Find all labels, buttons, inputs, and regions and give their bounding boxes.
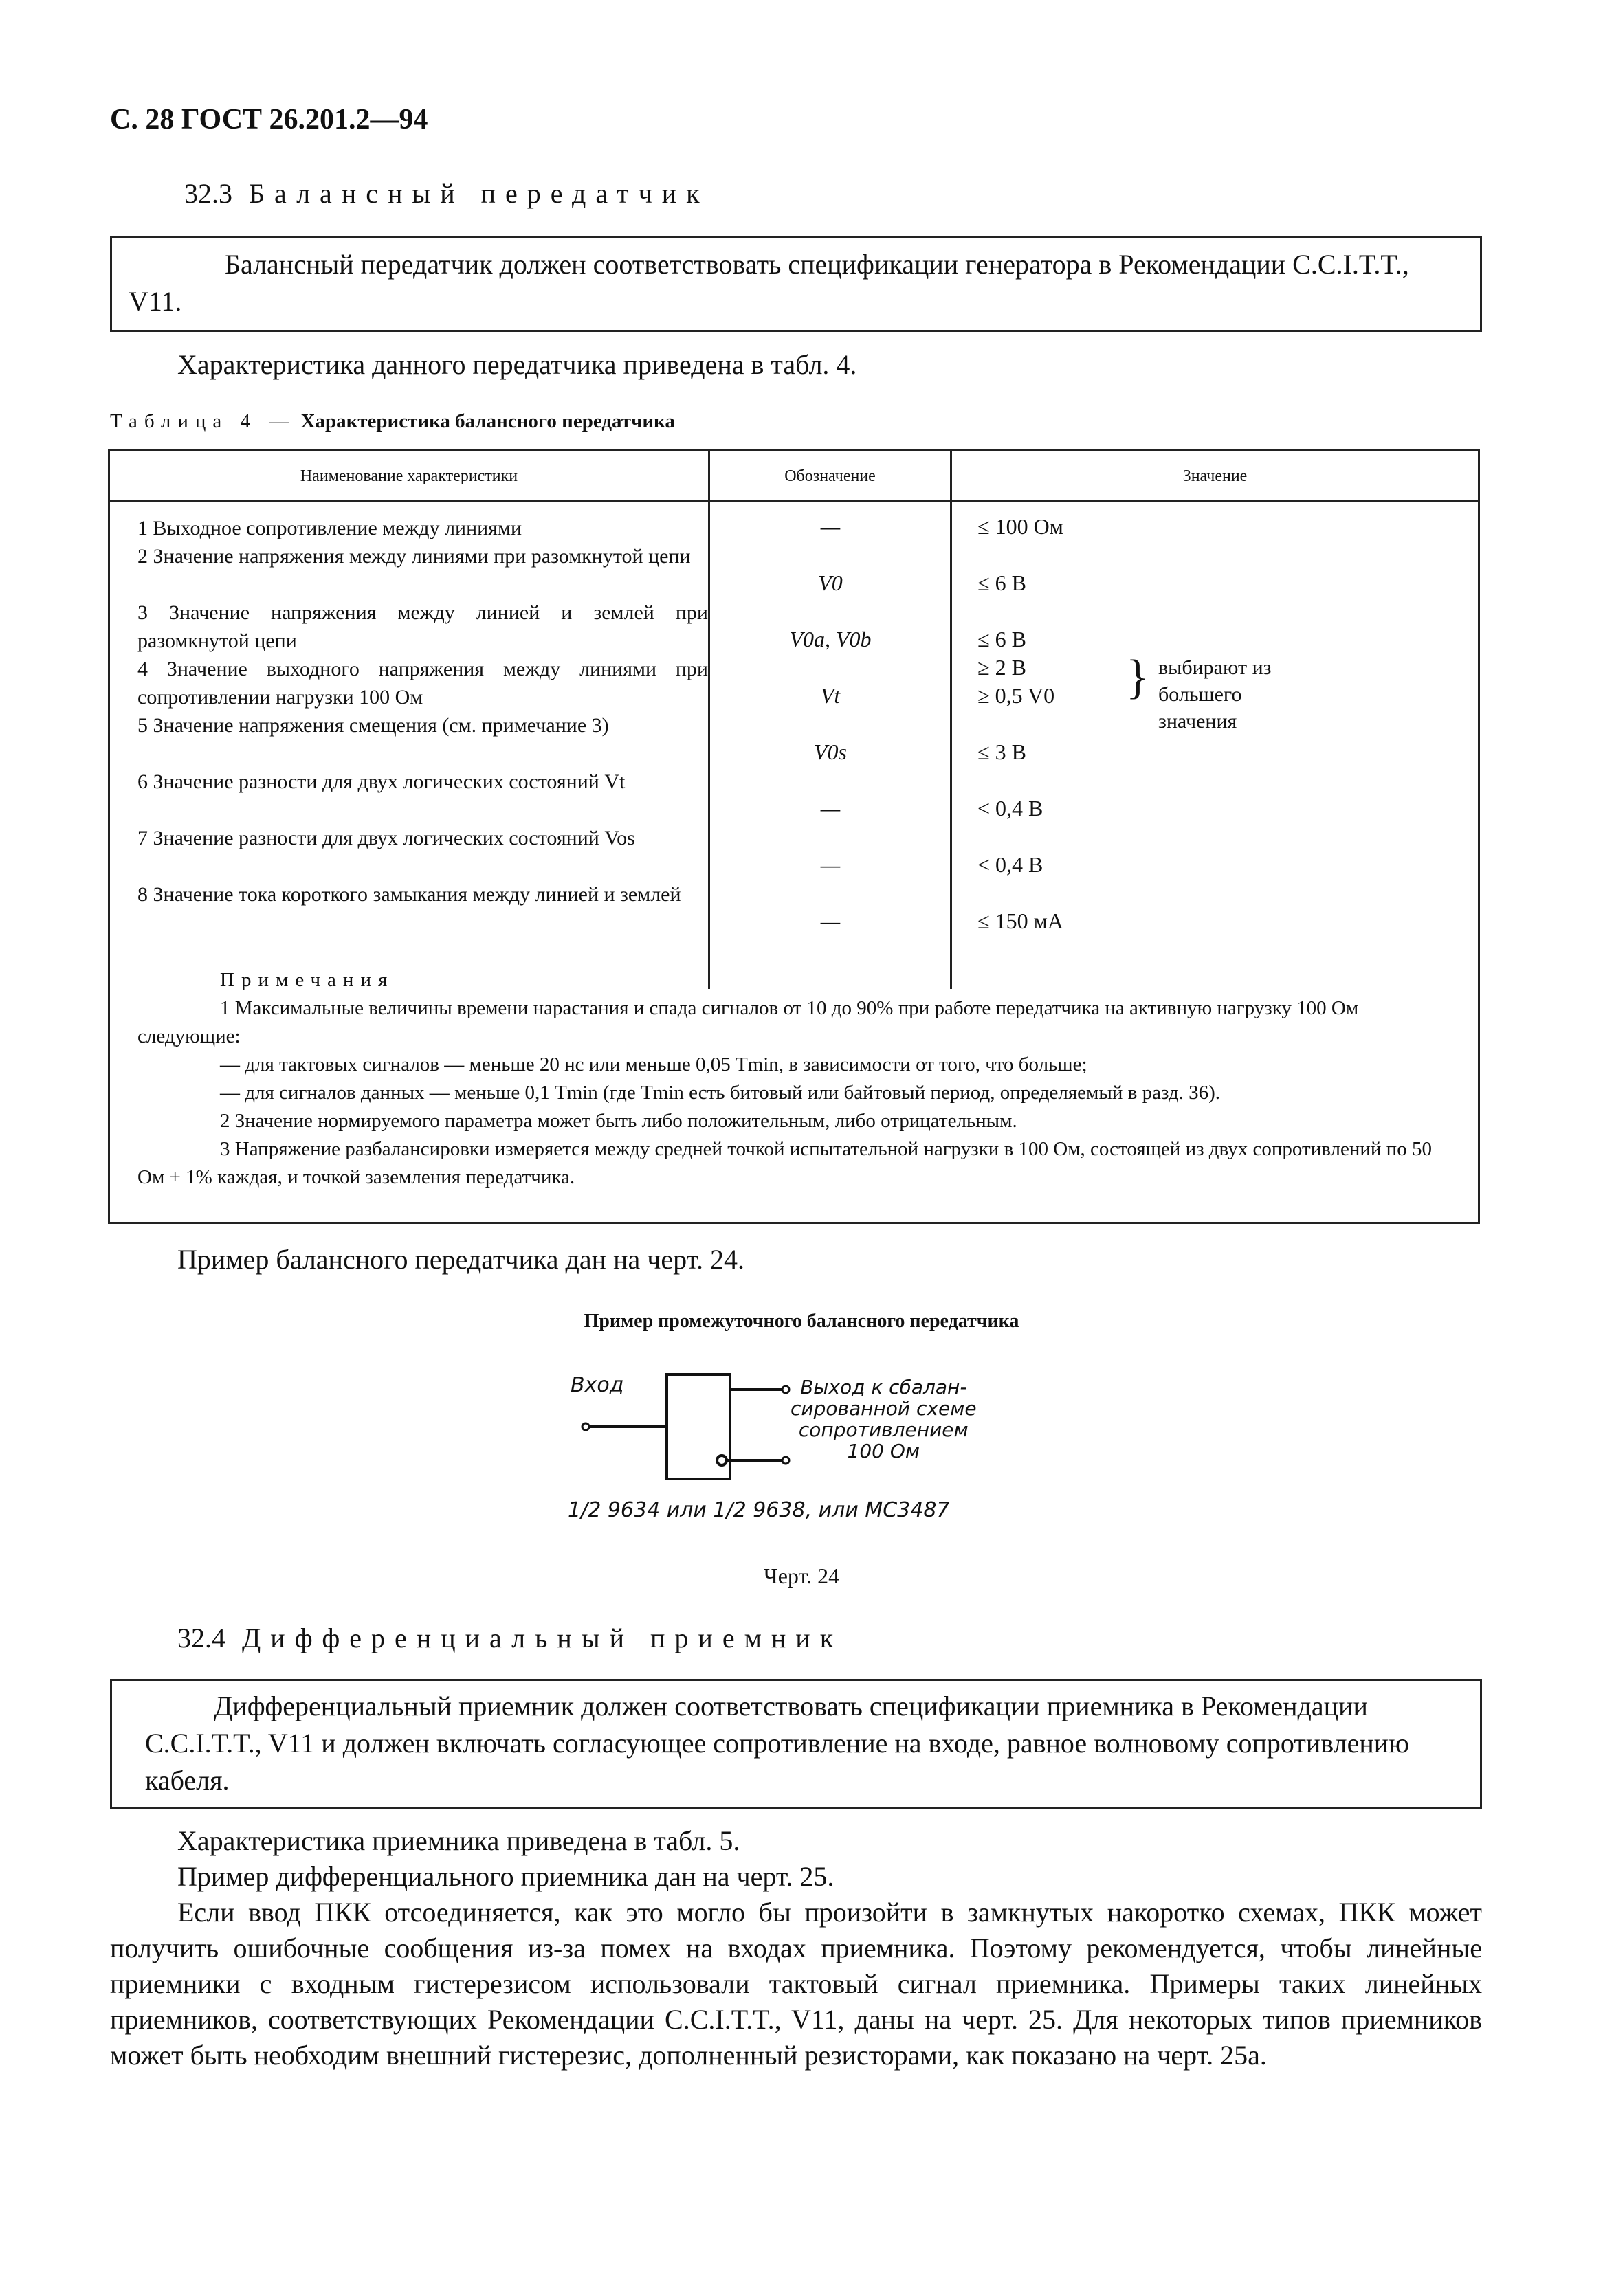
- output-label: [791, 1377, 977, 1462]
- output-label-line: Выход к сбалан-: [800, 1376, 967, 1398]
- table-symbol: —: [820, 514, 841, 539]
- body-paragraph: Характеристика приемника приведена в табл. 5.: [177, 1825, 740, 1856]
- table-value: < 0,4 В: [977, 796, 1043, 821]
- column-header-name: Наименование характеристики: [300, 467, 518, 485]
- table-value: ≤ 100 Ом: [977, 514, 1063, 539]
- table-caption: [110, 410, 675, 433]
- requirement-box: [110, 236, 1482, 332]
- output-terminal-icon: [782, 1457, 789, 1464]
- section-32-3-heading: [184, 177, 709, 210]
- table-symbol: V0a, V0b: [789, 627, 872, 651]
- section-32-4-heading: [177, 1622, 843, 1654]
- requirement-text: Балансный передатчик должен соответствовать спецификации генератора в Рекомендации C.C.I.T.T., V11.: [129, 249, 1409, 317]
- column-header-symbol: Обозначение: [784, 467, 876, 485]
- input-label: Вход: [571, 1373, 624, 1397]
- table-symbol: V0s: [814, 739, 847, 764]
- body-paragraph: Пример дифференциального приемника дан на черт. 25.: [177, 1861, 834, 1892]
- section-title: Балансный передатчик: [249, 178, 709, 209]
- note-item: 1 Максимальные величины времени нарастания и спада сигналов от 10 до 90% при работе передатчика на активную нагрузку 100 Ом следующие:: [137, 997, 1359, 1047]
- table-symbol: —: [820, 796, 841, 821]
- value-note: выбирают из большего значения: [1158, 656, 1272, 733]
- body-paragraphs: [110, 1823, 1482, 2073]
- note-item: — для сигналов данных — меньше 0,1 Tmin (где Tmin есть битовый или байтовый период, определяемый в разд. 36).: [220, 1082, 1221, 1104]
- table-value: ≤ 150 мА: [977, 909, 1063, 933]
- page-header: С. 28 ГОСТ 26.201.2—94: [110, 104, 428, 135]
- transmitter-block: [667, 1374, 730, 1479]
- table-symbol: —: [820, 852, 841, 877]
- body-paragraph: Если ввод ПКК отсоединяется, как это могло бы произойти в замкнутых накоротко схемах, ПКК может получить ошибочные сообщения из-за помех на входах приемника. Поэтому рекомендуется, чтобы линейные приемники с входным гистерезисом использовали тактовый сигнал приемника. Примеры таких линейных приемников, соответствующих Рекомендации C.C.I.T.T., V11, даны на черт. 25. Для некоторых типов приемников может быть необходим внешний гистерезис, дополненный резисторами, как показано на черт. 25а.: [110, 1897, 1482, 2071]
- table-symbol: V0: [818, 570, 843, 595]
- output-terminal-icon: [782, 1386, 789, 1393]
- brace-icon: }: [1126, 651, 1149, 704]
- table-row-label: 7 Значение разности для двух логических состояний Vos: [137, 827, 635, 849]
- figure-title: Пример промежуточного балансного передатчика: [584, 1311, 1019, 1332]
- table-caption-title: Характеристика балансного передатчика: [300, 410, 675, 432]
- chip-label: 1/2 9634 или 1/2 9638, или МС3487: [568, 1498, 950, 1522]
- table-value: ≥ 0,5 V0: [977, 683, 1055, 708]
- table-value: ≤ 3 В: [977, 739, 1026, 764]
- requirement-text: Дифференциальный приемник должен соответствовать спецификации приемника в Рекомендации C.C.I.T.T., V11 и должен включать согласующее сопротивление на входе, равное волновому сопротивлению кабеля.: [145, 1691, 1410, 1796]
- table-value: < 0,4 В: [977, 852, 1043, 877]
- table-notes: [137, 966, 1457, 1192]
- output-label-line: сированной схеме: [791, 1397, 977, 1420]
- note-item: 2 Значение нормируемого параметра может быть либо положительным, либо отрицательным.: [220, 1110, 1017, 1132]
- output-label-line: сопротивлением: [798, 1418, 969, 1441]
- inverted-output-icon: [717, 1456, 727, 1465]
- example-paragraph: Пример балансного передатчика дан на черт. 24.: [177, 1244, 745, 1275]
- input-terminal-icon: [582, 1423, 589, 1430]
- table-row-label: 8 Значение тока короткого замыкания между линией и землей: [137, 883, 681, 906]
- table-row-label: 2 Значение напряжения между линиями при разомкнутой цепи: [137, 545, 691, 568]
- table-value: ≥ 2 В: [977, 655, 1026, 680]
- table-row-label: 4 Значение выходного напряжения между линиями при сопротивлении нагрузки 100 Ом: [137, 658, 708, 709]
- table-symbol: Vt: [820, 683, 841, 708]
- column-header-value: Значение: [1182, 467, 1248, 485]
- note-item: — для тактовых сигналов — меньше 20 нс или меньше 0,05 Tmin, в зависимости от того, что больше;: [220, 1054, 1087, 1075]
- section-title: Дифференциальный приемник: [242, 1623, 843, 1653]
- section-number: 32.3: [184, 178, 232, 209]
- table-reference-paragraph: Характеристика данного передатчика приведена в табл. 4.: [177, 349, 857, 380]
- note-item: 3 Напряжение разбалансировки измеряется между средней точкой испытательной нагрузки в 100 Ом, состоящей из двух сопротивлений по 50 Ом + 1% каждая, и точкой заземления передатчика.: [137, 1138, 1432, 1188]
- table-caption-prefix: Таблица 4 —: [110, 410, 296, 432]
- table-row-label: 6 Значение разности для двух логических состояний Vt: [137, 770, 626, 793]
- table-value: ≤ 6 В: [977, 627, 1026, 651]
- requirement-box: [110, 1679, 1482, 1809]
- table-value: ≤ 6 В: [977, 570, 1026, 595]
- section-number: 32.4: [177, 1623, 225, 1653]
- characteristics-table: [108, 449, 1480, 1224]
- table-row-label: 3 Значение напряжения между линией и землей при разомкнутой цепи: [137, 601, 708, 652]
- table-symbol: —: [820, 909, 841, 933]
- table-row-label: 1 Выходное сопротивление между линиями: [137, 517, 522, 539]
- output-label-line: 100 Ом: [847, 1440, 920, 1462]
- figure-caption: Черт. 24: [763, 1563, 840, 1588]
- notes-title: Примечания: [220, 969, 395, 991]
- table-row-label: 5 Значение напряжения смещения (см. примечание 3): [137, 714, 609, 737]
